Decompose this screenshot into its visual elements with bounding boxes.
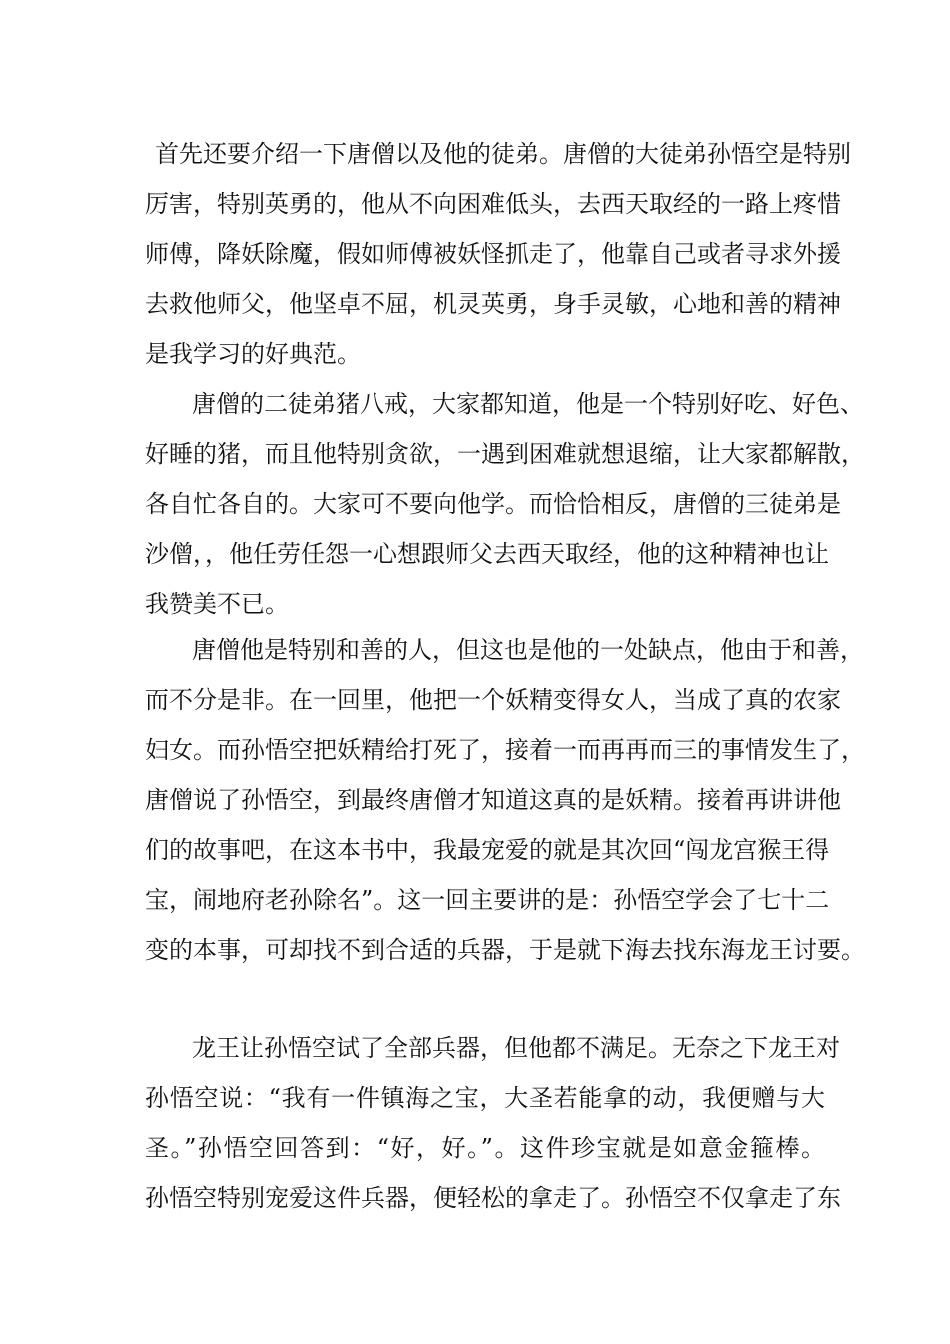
paragraph-line: 各自忙各自的。大家可不要向他学。而恰恰相反，唐僧的三徒弟是 — [145, 490, 841, 518]
paragraph-line: 唐僧说了孙悟空，到最终唐僧才知道这真的是妖精。接着再讲讲他 — [145, 786, 841, 814]
paragraph-line: 而不分是非。在一回里，他把一个妖精变得女人，当成了真的农家 — [145, 686, 841, 714]
paragraph-line: 孙悟空特别宠爱这件兵器，便轻松的拿走了。孙悟空不仅拿走了东 — [145, 1184, 841, 1212]
paragraph-line: 师傅，降妖除魔，假如师傅被妖怪抓走了，他靠自己或者寻求外援 — [145, 240, 841, 268]
paragraph-line: 唐僧他是特别和善的人，但这也是他的一处缺点，他由于和善， — [192, 636, 864, 664]
paragraph-line: 唐僧的二徒弟猪八戒，大家都知道，他是一个特别好吃、好色、 — [192, 390, 864, 418]
paragraph-line: 孙悟空说：“我有一件镇海之宝，大圣若能拿的动，我便赠与大 — [145, 1084, 825, 1112]
paragraph-line: 龙王让孙悟空试了全部兵器，但他都不满足。无奈之下龙王对 — [192, 1034, 840, 1062]
paragraph-line: 宝，闹地府老孙除名”。这一回主要讲的是：孙悟空学会了七十二 — [145, 886, 830, 914]
paragraph-line: 妇女。而孙悟空把妖精给打死了，接着一而再再而三的事情发生了， — [145, 736, 865, 764]
paragraph-line: 好睡的猪，而且他特别贪欲，一遇到困难就想退缩，让大家都解散， — [145, 440, 865, 468]
paragraph-line: 首先还要介绍一下唐僧以及他的徒弟。唐僧的大徒弟孙悟空是特别 — [155, 140, 851, 168]
paragraph-line: 厉害，特别英勇的，他从不向困难低头，去西天取经的一路上疼惜 — [145, 190, 841, 218]
paragraph-line: 是我学习的好典范。 — [145, 340, 361, 368]
paragraph-line: 圣。”孙悟空回答到：“好，好。”。这件珍宝就是如意金箍棒。 — [145, 1134, 825, 1162]
paragraph-line: 沙僧，，他任劳任怨一心想跟师父去西天取经，他的这种精神也让 — [145, 540, 829, 568]
paragraph-line: 去救他师父，他坚卓不屈，机灵英勇，身手灵敏，心地和善的精神 — [145, 290, 841, 318]
paragraph-line: 变的本事，可却找不到合适的兵器，于是就下海去找东海龙王讨要。 — [145, 936, 865, 964]
paragraph-line: 们的故事吧，在这本书中，我最宠爱的就是其次回“闯龙宫猴王得 — [145, 836, 830, 864]
paragraph-line: 我赞美不已。 — [145, 590, 289, 618]
